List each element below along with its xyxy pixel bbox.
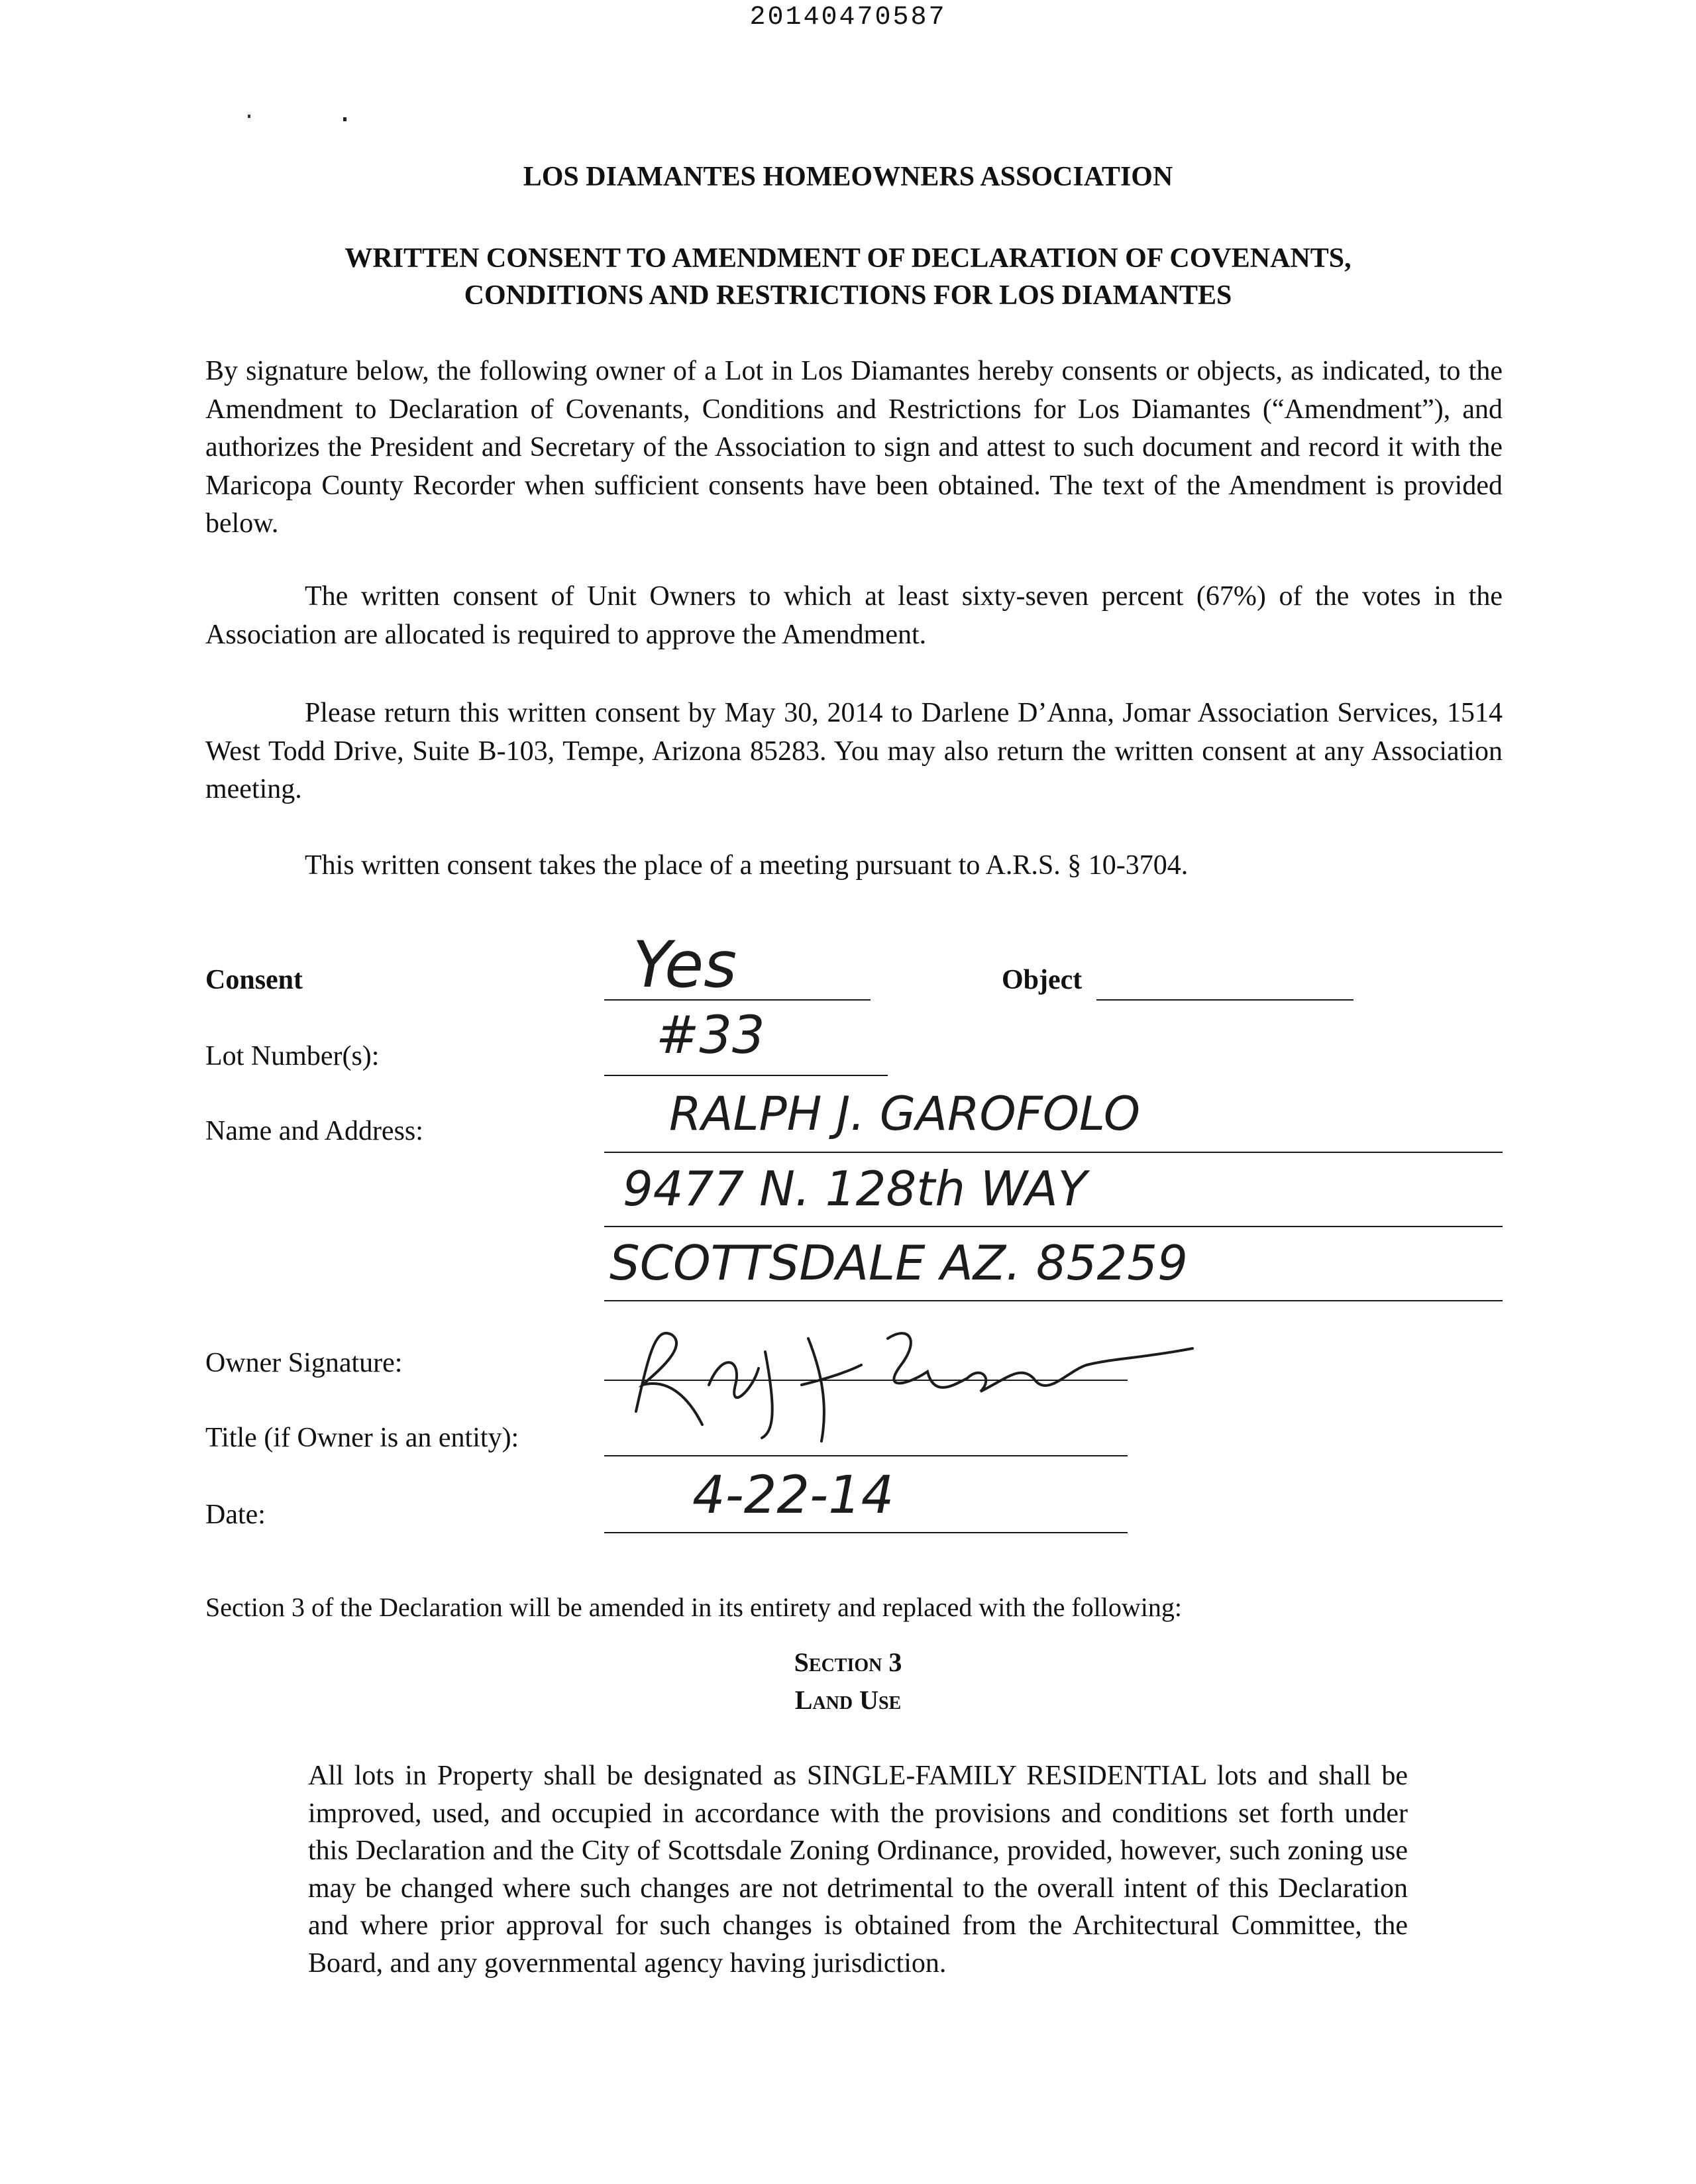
title-label: Title (if Owner is an entity): <box>205 1423 519 1453</box>
lot-number-label: Lot Number(s): <box>205 1041 380 1071</box>
object-label: Object <box>1002 965 1083 995</box>
document-title-line-1: WRITTEN CONSENT TO AMENDMENT OF DECLARATION OF COVENANTS, <box>344 243 1352 274</box>
section-heading: Section 3 <box>794 1647 902 1677</box>
recording-number: 20140470587 <box>749 3 947 32</box>
section-title: Land Use <box>794 1685 902 1715</box>
consent-handwriting: Yes <box>633 928 737 1002</box>
association-heading: LOS DIAMANTES HOMEOWNERS ASSOCIATION <box>523 162 1173 192</box>
lot-number-handwriting: #33 <box>656 1006 765 1065</box>
voting-requirement-paragraph: The written consent of Unit Owners to which at least sixty-seven percent (67%) of the votes in the Association are allocated is required to approve the Amendment. <box>205 581 1503 650</box>
owner-signature-image <box>610 1312 1206 1445</box>
address-1-handwriting: 9477 N. 128th WAY <box>623 1161 1087 1217</box>
document-title-line-2: CONDITIONS AND RESTRICTIONS FOR LOS DIAMANTES <box>464 280 1232 311</box>
lot-number-line[interactable] <box>604 1075 888 1076</box>
amendment-intro: Section 3 of the Declaration will be amended in its entirety and replaced with the following: <box>205 1592 1183 1622</box>
return-instructions-paragraph: Please return this written consent by May 30, 2014 to Darlene D’Anna, Jomar Association Services, 1514 West Todd Drive, Suite B-103, Tempe, Arizona 85283. You may also return the written consent at any Association meeting. <box>205 698 1503 804</box>
owner-signature-label: Owner Signature: <box>205 1348 403 1378</box>
address-2-handwriting: SCOTTSDALE AZ. 85259 <box>610 1235 1188 1291</box>
land-use-paragraph: All lots in Property shall be designated as SINGLE-FAMILY RESIDENTIAL lots and shall be improved, used, and occupied in accordance with the provisions and conditions set forth under this Declaration and the City of Scottsdale Zoning Ordinance, provided, however, such zoning use may be changed where such changes are not detrimental to the overall intent of this Declaration and where prior approval for such changes is obtained from the Architectural Committee, the Board, and any governmental agency having jurisdiction. <box>308 1761 1408 1979</box>
intro-paragraph: By signature below, the following owner of a Lot in Los Diamantes hereby consents or objects, as indicated, to the Amendment to Declaration of Covenants, Conditions and Restrictions for Los Diamantes (“Amendment”), and authorizes the President and Secretary of the Association to sign and attest to such document and record it with the Maricopa County Recorder when sufficient consents have been obtained. The text of the Amendment is provided below. <box>205 356 1503 539</box>
name-handwriting: RALPH J. GAROFOLO <box>669 1087 1140 1141</box>
name-address-label: Name and Address: <box>205 1116 423 1146</box>
statute-paragraph: This written consent takes the place of a meeting pursuant to A.R.S. § 10-3704. <box>305 850 1189 881</box>
address-line-2[interactable] <box>604 1300 1503 1301</box>
date-handwriting: 4-22-14 <box>692 1466 894 1525</box>
document-title <box>0 240 1696 314</box>
title-line[interactable] <box>604 1455 1128 1456</box>
address-line-1[interactable] <box>604 1226 1503 1227</box>
date-line[interactable] <box>604 1532 1128 1533</box>
object-line[interactable] <box>1096 999 1353 1001</box>
date-label: Date: <box>205 1500 266 1530</box>
name-line[interactable] <box>604 1152 1503 1153</box>
consent-label: Consent <box>205 965 303 995</box>
scan-specks <box>245 109 358 129</box>
